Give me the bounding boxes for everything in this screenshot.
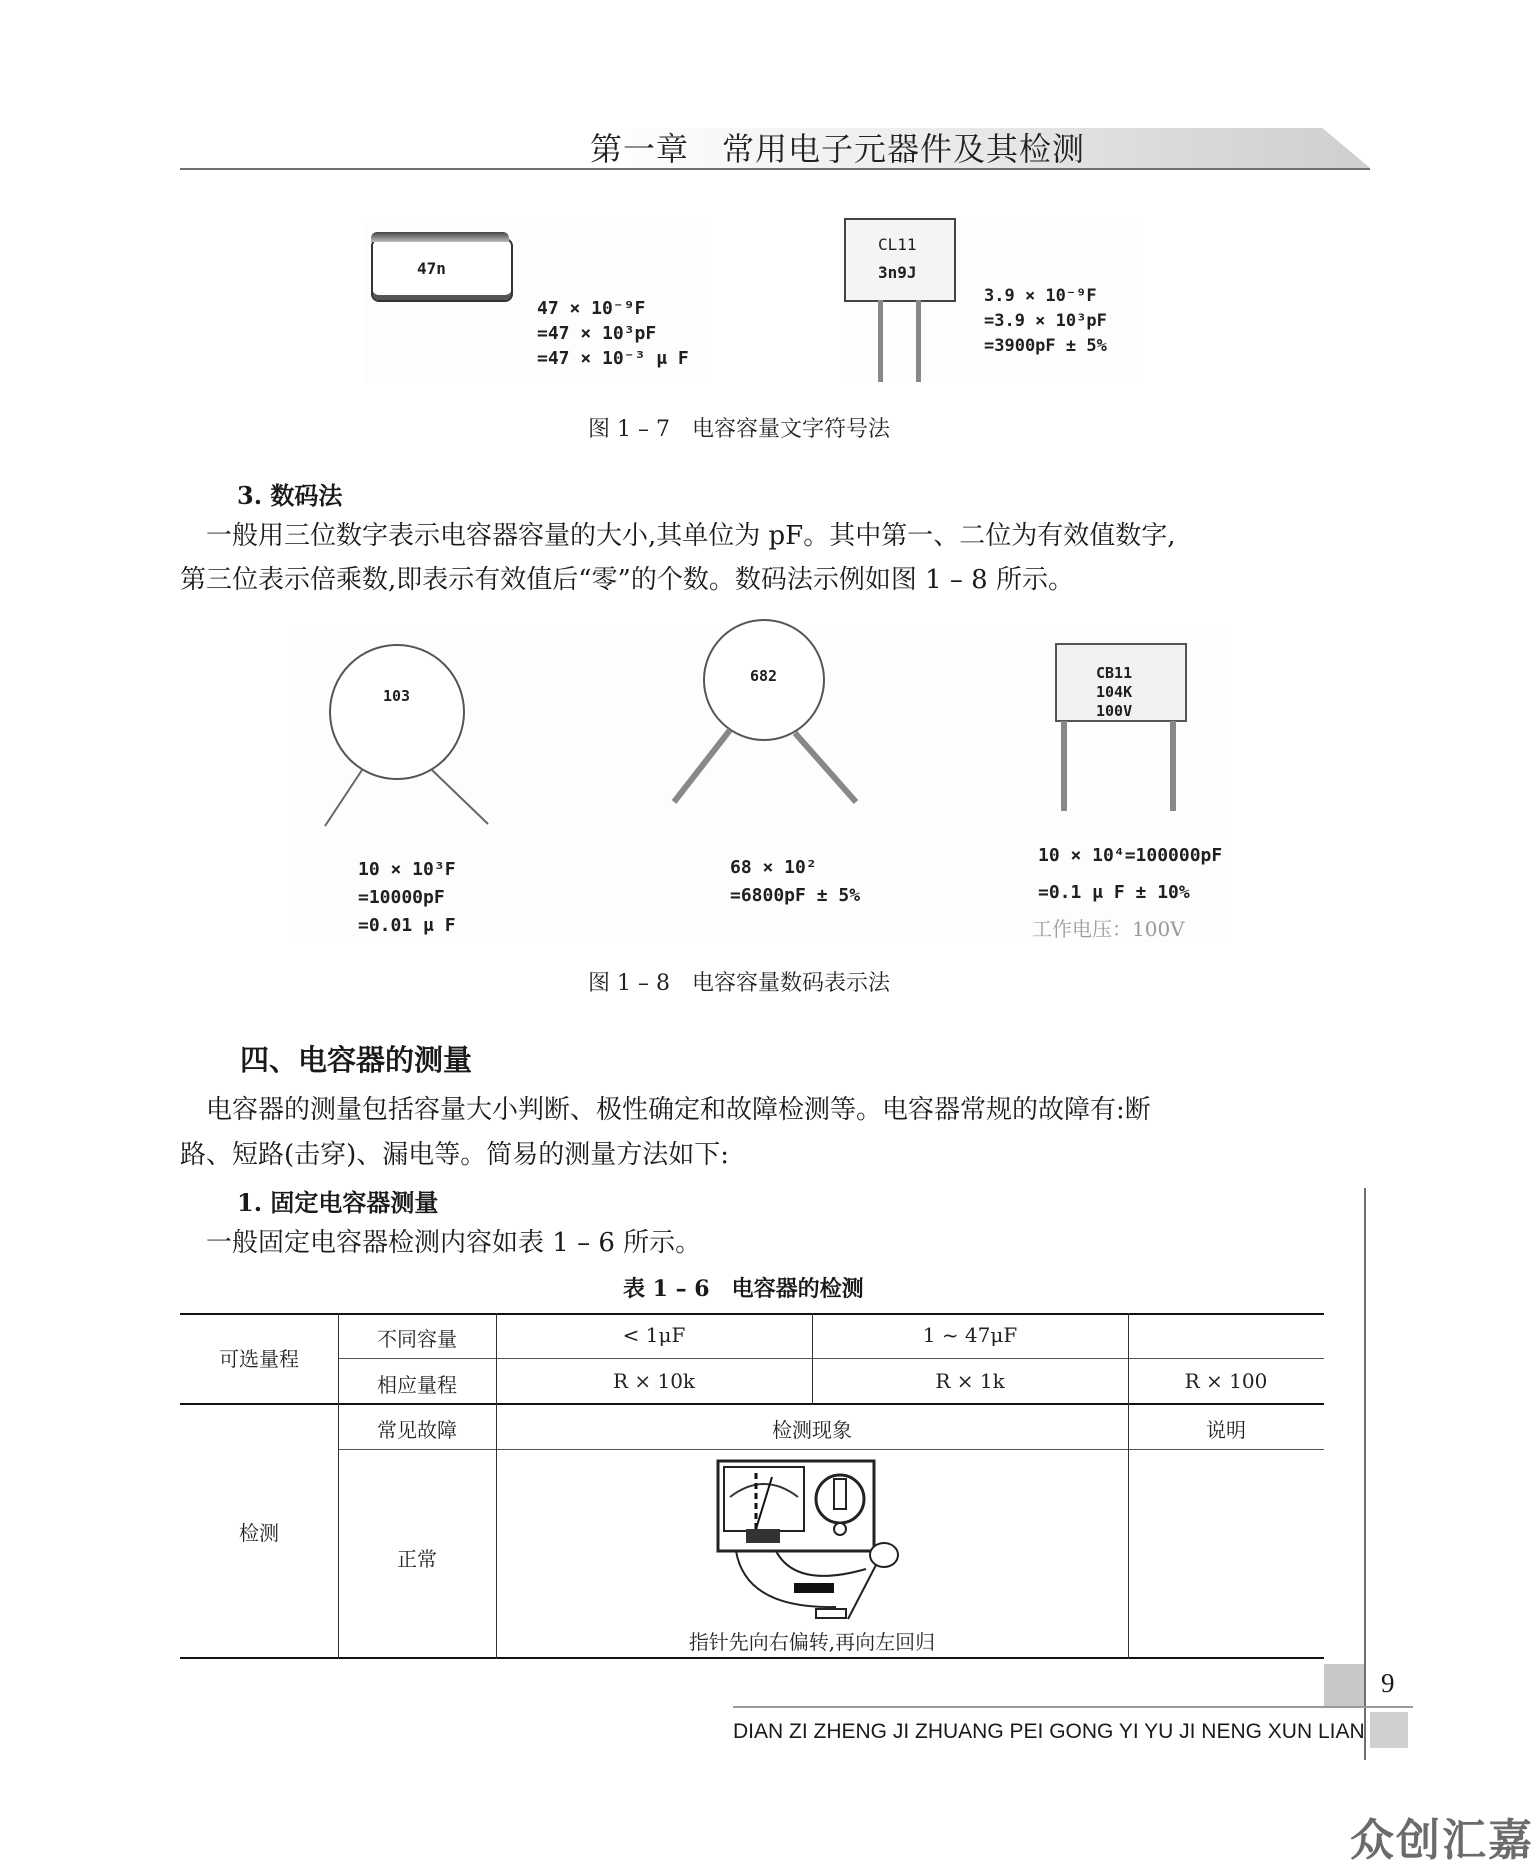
table-col-rule [338,1313,339,1659]
formula-line-1: 3.9 × 10⁻⁹F [984,286,1097,306]
capacitor-marking-3: 100V [1096,702,1133,720]
capacitor-marking-1: CB11 [1096,664,1133,682]
capacitor-top-edge [371,232,509,242]
detect-label: 检测 [239,1521,279,1545]
capacitor-lead-right [916,300,921,382]
formula-line-2: =0.1 μ F ± 10% [1038,882,1190,903]
paragraph-line: 电容器的测量包括容量大小判断、极性确定和故障检测等。电容器常规的故障有:断 [180,1095,1151,1125]
section-heading: 3. 数码法 [237,481,343,510]
column-header-note: 说明 [1206,1418,1246,1442]
capacitor-marking-2: 3n9J [878,263,917,282]
row-label-capacity: 不同容量 [377,1327,457,1351]
range-label: 可选量程 [219,1347,299,1371]
capacitor-detection-table [180,1313,1324,1659]
series-title: DIAN ZI ZHENG JI ZHUANG PEI GONG YI YU JI NENG XUN LIAN [733,1720,1365,1743]
figure-caption: 图 1 – 7 电容容量文字符号法 [588,417,890,442]
table-rule [180,1657,1324,1659]
figure-caption: 图 1 – 8 电容容量数码表示法 [588,971,890,996]
table-rule [338,1449,1324,1450]
formula-line-2: =47 × 10³pF [537,323,657,344]
capacitor-marking: 47n [417,259,446,278]
capacity-value: 1 ~ 47μF [922,1323,1018,1347]
capacitor-marking: 682 [750,667,778,685]
range-value: R × 10k [612,1369,696,1393]
formula-line-1: 68 × 10² [730,857,817,878]
range-value: R × 1k [935,1369,1005,1393]
figure-1-7-right [842,216,1137,382]
paragraph-line: 第三位表示倍乘数,即表示有效值后“零”的个数。数码法示例如图 1 – 8 所示。 [180,565,1074,595]
table-rule [180,1403,1324,1405]
paragraph-line: 一般固定电容器检测内容如表 1 – 6 所示。 [180,1228,702,1258]
formula-line-3: =47 × 10⁻³ μ F [537,348,689,369]
formula-line-1: 10 × 10⁴=100000pF [1038,845,1223,866]
formula-line-3: =0.01 μ F [358,915,456,936]
page-number: 9 [1381,1668,1395,1698]
table-col-rule [1128,1313,1129,1659]
paragraph-line: 路、短路(击穿)、漏电等。简易的测量方法如下: [180,1140,730,1170]
formula-line-2: =10000pF [358,887,445,908]
capacity-value: < 1μF [622,1323,686,1347]
capacitor-body-cl11 [844,218,956,302]
table-rule [180,1313,1324,1315]
formula-line-1: 10 × 10³F [358,859,456,880]
paragraph-line: 一般用三位数字表示电容器容量的大小,其单位为 pF。其中第一、二位为有效值数字, [180,521,1176,551]
capacitor-body-47n [371,238,513,302]
phenomenon-caption: 指针先向右偏转,再向左回归 [688,1630,936,1654]
row-label-range: 相应量程 [377,1373,457,1397]
table-col-rule [496,1313,497,1659]
watermark-logo: 众创汇嘉 [1350,1815,1534,1866]
capacitor-lead-left [878,300,883,382]
formula-line-2: =6800pF ± 5% [730,885,861,906]
formula-line-3: =3900pF ± 5% [984,336,1107,356]
range-value: R × 100 [1184,1369,1268,1393]
table-rule [338,1358,1324,1359]
footer-vertical-rule [1364,1188,1366,1760]
chapter-title: 第一章 常用电子元器件及其检测 [590,130,1086,168]
formula-line-1: 47 × 10⁻⁹F [537,298,646,319]
voltage-label: 工作电压：100V [1032,917,1185,941]
page-number-block [1324,1664,1364,1706]
footer-corner-block [1370,1712,1408,1748]
figure-1-7-left [365,218,710,383]
capacitor-marking-1: CL11 [878,235,917,254]
table-title: 表 1 – 6 电容器的检测 [623,1276,864,1302]
column-header-fault: 常见故障 [377,1418,457,1442]
section-heading: 四、电容器的测量 [240,1043,473,1077]
formula-line-2: =3.9 × 10³pF [984,311,1107,331]
fault-normal: 正常 [397,1547,437,1571]
capacitor-marking: 103 [383,687,411,705]
footer-rule [733,1706,1413,1708]
multimeter-illustration [716,1459,916,1629]
capacitor-marking-2: 104K [1096,683,1133,701]
figure-1-8 [290,630,1230,942]
column-header-phenomenon: 检测现象 [772,1418,852,1442]
sub-heading: 1. 固定电容器测量 [237,1188,439,1217]
